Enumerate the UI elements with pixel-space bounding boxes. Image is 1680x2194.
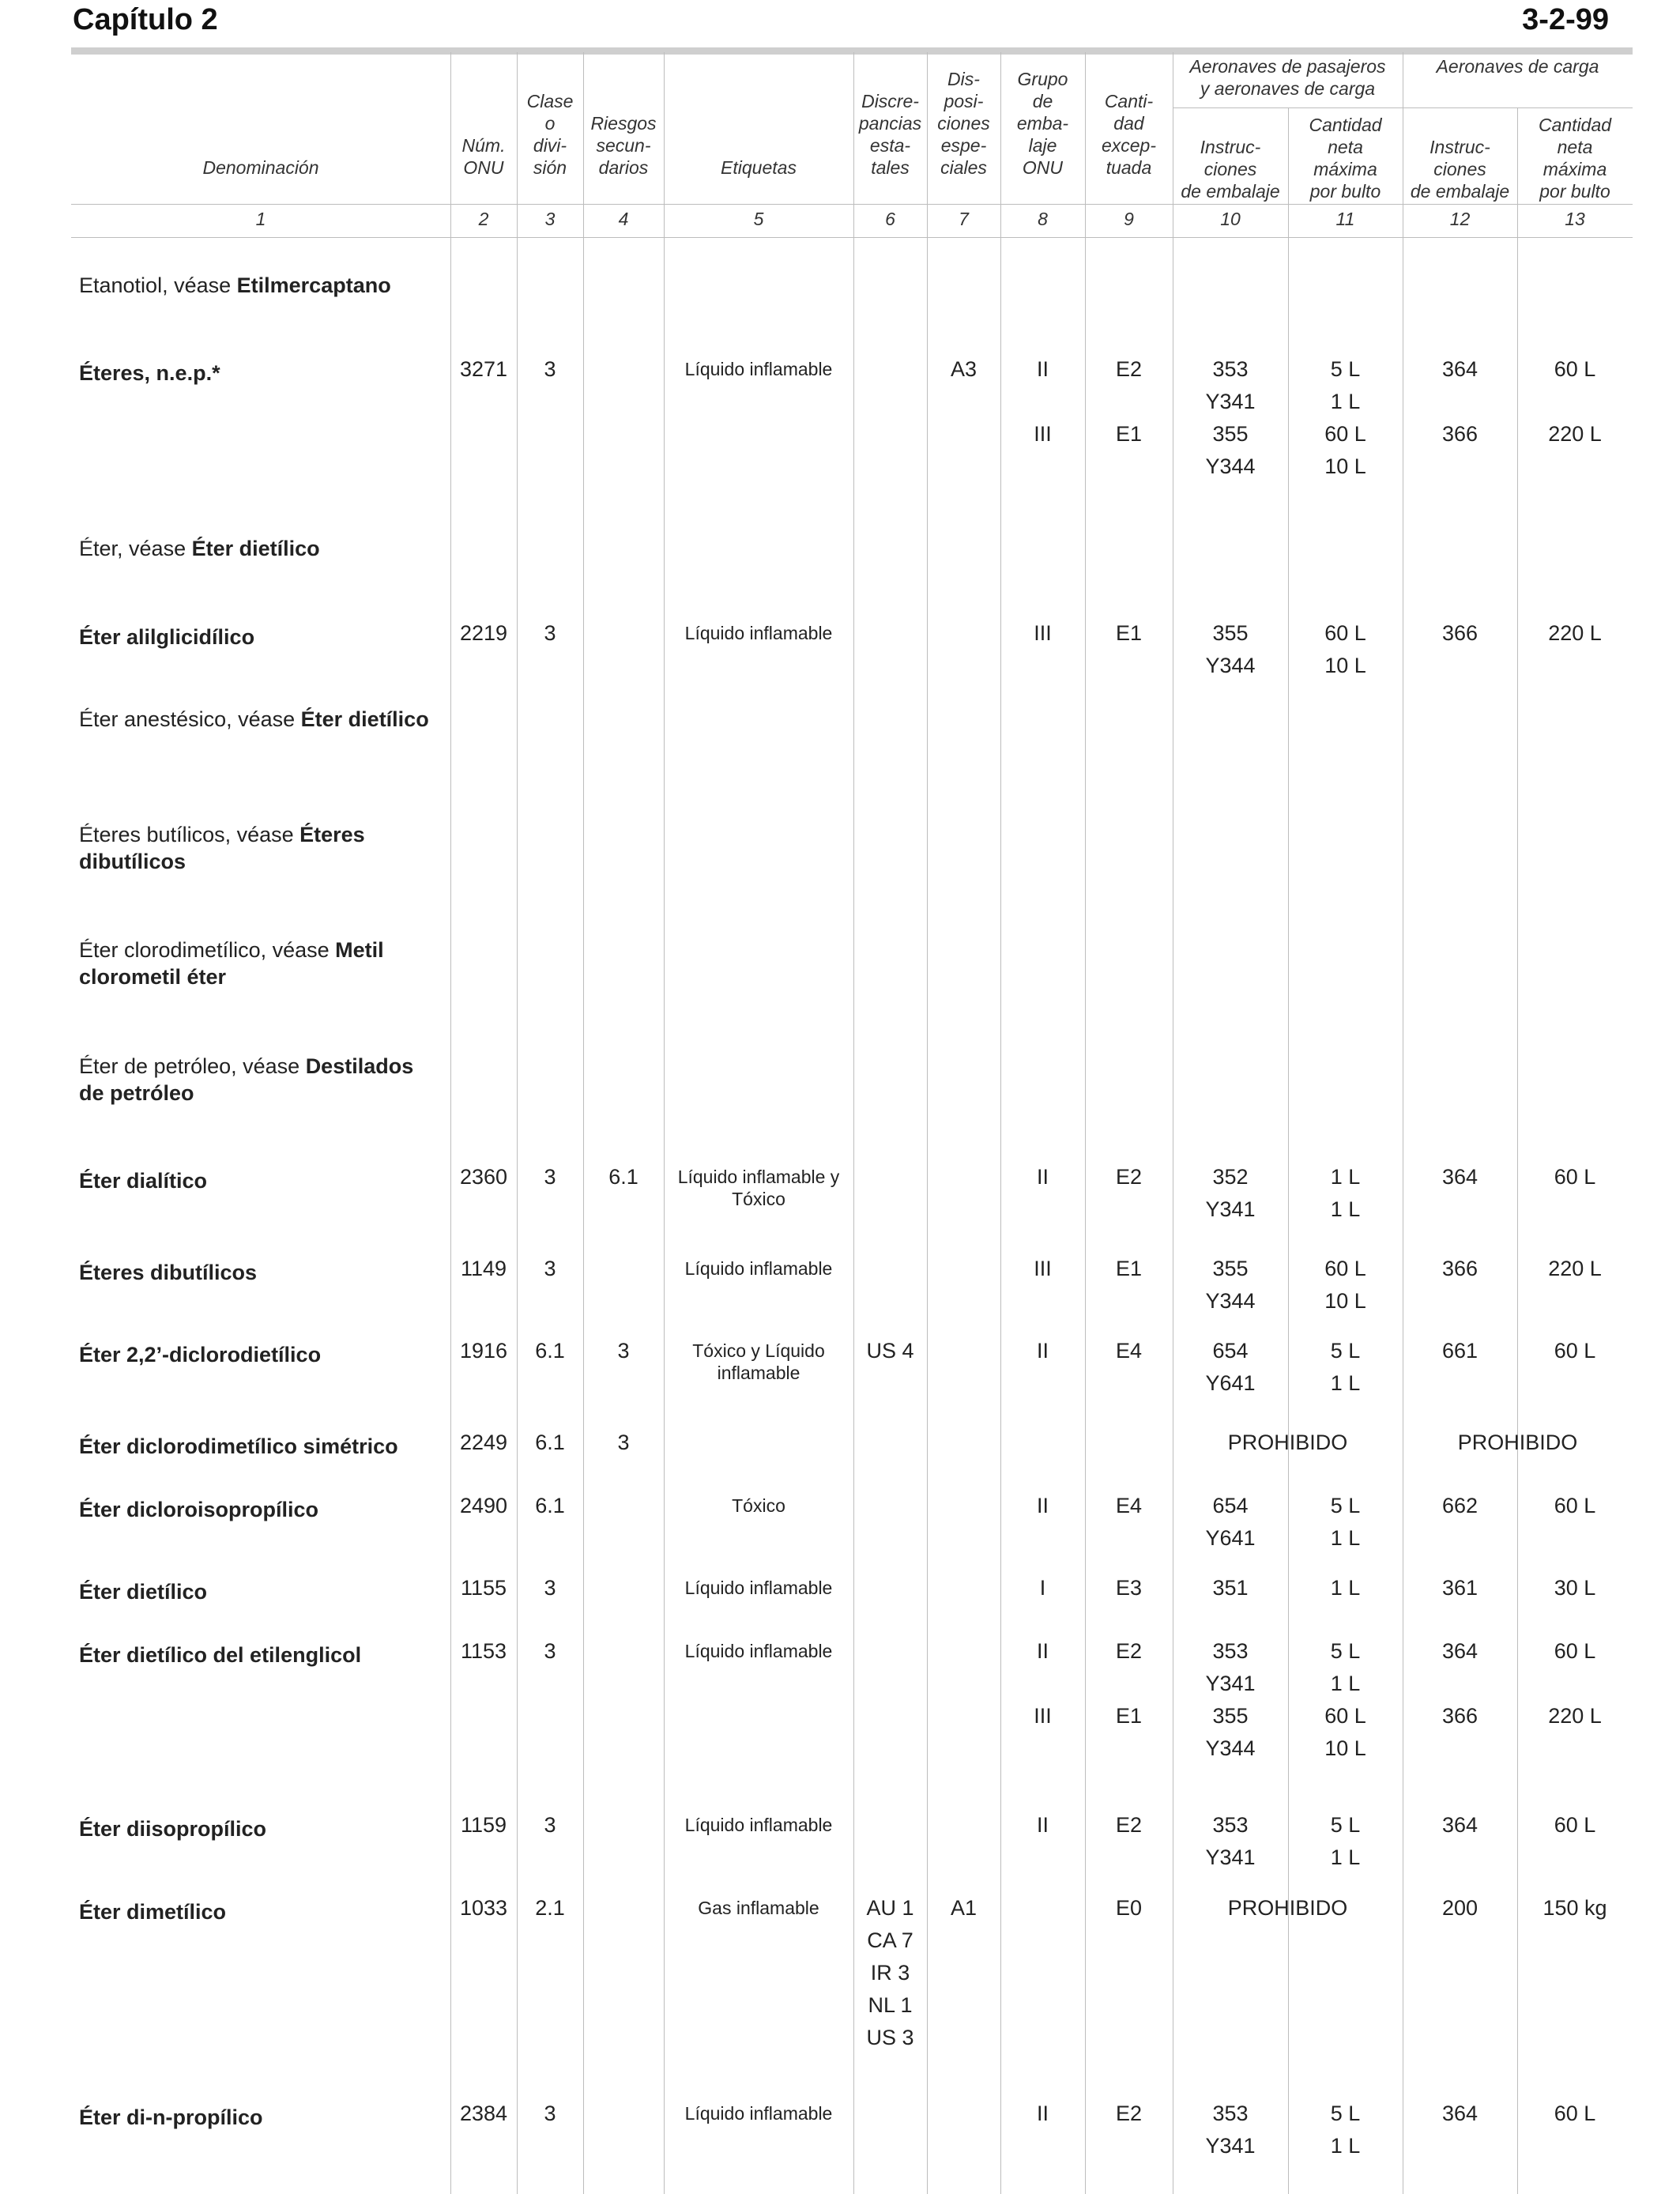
row-denominacion — [79, 1053, 443, 1106]
row-c11: 5 L 1 L 60 L 10 L — [1324, 1639, 1366, 1760]
row-denominacion — [79, 1433, 443, 1460]
row-denominacion-plain: Éter de petróleo, véase — [79, 1054, 306, 1078]
row-riesgos: 3 — [617, 1339, 630, 1363]
header-cantidad-carga: Cantidad neta máxima por bulto — [1538, 115, 1612, 202]
header-rule — [71, 47, 1633, 55]
row-onu: 2360 — [459, 1165, 508, 1189]
column-number: 6 — [885, 208, 895, 229]
header-clase: Clase o divi- sión — [526, 91, 574, 178]
row-denominacion-bold: Destilados de petróleo — [79, 1054, 414, 1105]
row-c11: 60 L 10 L — [1324, 621, 1366, 677]
row-clase: 3 — [544, 2102, 556, 2125]
column-number: 3 — [544, 208, 556, 229]
header-instrucciones-pax: Instruc- ciones de embalaje — [1181, 137, 1280, 202]
row-onu: 1149 — [460, 1257, 507, 1280]
header-grupo-embalaje: Grupo de emba- laje ONU — [1016, 69, 1069, 178]
row-denominacion — [79, 1815, 443, 1842]
row-denominacion-bold: Éteres, n.e.p.* — [79, 361, 220, 385]
row-clase: 3 — [544, 357, 556, 381]
row-c11: 1 L — [1330, 1576, 1361, 1600]
row-denominacion-bold: Etilmercaptano — [236, 273, 391, 297]
row-excep: E2 — [1115, 2102, 1143, 2125]
column-number: 8 — [1038, 208, 1048, 229]
row-c13: 60 L — [1554, 1494, 1596, 1517]
row-clase: 3 — [544, 1813, 556, 1837]
row-c13: 220 L — [1548, 1257, 1602, 1280]
row-denominacion-plain: Éteres butílicos, véase — [79, 823, 300, 846]
row-etiquetas: Líquido inflamable — [684, 1578, 833, 1598]
row-denominacion-bold: Éter dietílico — [191, 537, 320, 560]
row-denominacion — [79, 272, 443, 299]
row-excep: E3 — [1115, 1576, 1143, 1600]
header-denominacion: Denominación — [202, 157, 319, 178]
row-denominacion — [79, 1642, 443, 1668]
row-onu: 2249 — [459, 1431, 508, 1454]
row-prohibido-pasajeros: PROHIBIDO — [1227, 1431, 1348, 1454]
row-i12: 662 — [1441, 1494, 1478, 1517]
row-c11: 1 L 1 L — [1330, 1165, 1361, 1221]
row-excep: E0 — [1115, 1896, 1143, 1920]
row-grupo: I — [1039, 1576, 1046, 1600]
row-denominacion-bold: Éter 2,2’-diclorodietílico — [79, 1343, 322, 1367]
page-number: 3-2-99 — [1522, 3, 1609, 36]
row-onu: 3271 — [459, 357, 508, 381]
header-riesgos: Riesgos secun- darios — [590, 113, 657, 178]
row-denominacion — [79, 937, 443, 990]
header-group-carga: Aeronaves de carga — [1436, 56, 1599, 77]
row-excep: E1 — [1115, 621, 1143, 645]
row-onu: 1916 — [459, 1339, 508, 1363]
row-onu: 1155 — [460, 1576, 507, 1600]
row-grupo: II III — [1034, 357, 1052, 446]
row-denominacion-plain: Éter anestésico, véase — [79, 707, 301, 731]
row-denominacion-plain: Éter clorodimetílico, véase — [79, 938, 336, 962]
row-denominacion — [79, 1578, 443, 1605]
row-clase: 6.1 — [535, 1494, 565, 1517]
row-c13: 30 L — [1554, 1576, 1596, 1600]
row-c11: 5 L 1 L — [1330, 1339, 1361, 1395]
column-divider — [583, 52, 584, 2194]
column-number: 13 — [1565, 208, 1585, 229]
row-c13: 150 kg — [1543, 1896, 1607, 1920]
row-denominacion-bold: Éter diclorodimetílico simétrico — [79, 1434, 398, 1458]
header-cantidad-pax: Cantidad neta máxima por bulto — [1309, 115, 1382, 202]
column-number: 5 — [753, 208, 764, 229]
row-denominacion-bold: Éteres dibutílicos — [79, 823, 365, 873]
row-denominacion-bold: Éter dicloroisopropílico — [79, 1498, 319, 1521]
row-excep: E4 — [1115, 1339, 1143, 1363]
row-grupo: II — [1036, 1165, 1049, 1189]
row-etiquetas: Líquido inflamable — [684, 1258, 833, 1279]
column-number: 2 — [478, 208, 489, 229]
row-denominacion-plain: Etanotiol, véase — [79, 273, 237, 297]
row-c13: 220 L — [1548, 621, 1602, 645]
row-c13: 60 L — [1554, 1165, 1596, 1189]
row-onu: 1033 — [459, 1896, 508, 1920]
row-discrep: US 4 — [866, 1339, 914, 1363]
row-excep: E2 E1 — [1115, 1639, 1143, 1728]
row-grupo: III — [1034, 1257, 1052, 1280]
row-denominacion-bold: Éteres dibutílicos — [79, 1261, 258, 1284]
row-etiquetas: Gas inflamable — [698, 1898, 819, 1918]
row-etiquetas: Líquido inflamable — [684, 359, 833, 379]
row-i10: 353 Y341 355 Y344 — [1205, 1639, 1256, 1760]
row-excep: E4 — [1115, 1494, 1143, 1517]
row-riesgos: 3 — [617, 1431, 630, 1454]
column-number: 7 — [959, 208, 969, 229]
row-prohibido-pasajeros: PROHIBIDO — [1227, 1896, 1348, 1920]
row-etiquetas: Líquido inflamable — [684, 1815, 833, 1835]
row-i10: 353 Y341 355 Y344 — [1205, 357, 1256, 478]
row-excep: E2 — [1115, 1165, 1143, 1189]
row-i10: 352 Y341 — [1205, 1165, 1256, 1221]
row-riesgos: 6.1 — [608, 1165, 638, 1189]
row-excep: E2 E1 — [1115, 357, 1143, 446]
row-denominacion-bold: Éter diisopropílico — [79, 1817, 267, 1841]
column-number: 1 — [255, 208, 266, 229]
row-grupo: II — [1036, 2102, 1049, 2125]
row-c11: 60 L 10 L — [1324, 1257, 1366, 1313]
row-denominacion — [79, 1341, 443, 1368]
row-denominacion-bold: Éter dialítico — [79, 1169, 208, 1193]
row-disp: A1 — [950, 1896, 977, 1920]
row-i12: 661 — [1441, 1339, 1478, 1363]
row-denominacion-bold: Éter dietílico — [79, 1580, 208, 1604]
row-denominacion — [79, 1496, 443, 1523]
row-c11: 5 L 1 L — [1330, 2102, 1361, 2158]
column-divider — [853, 52, 854, 2194]
column-number: 4 — [618, 208, 629, 229]
row-i12: 200 — [1441, 1896, 1478, 1920]
header-discrepancias: Discre- pancias esta- tales — [858, 91, 922, 178]
header-group-pasajeros: Aeronaves de pasajeros y aeronaves de carga — [1189, 56, 1386, 99]
row-i10: 355 Y344 — [1205, 621, 1256, 677]
row-denominacion — [79, 1167, 443, 1194]
row-onu: 2219 — [459, 621, 508, 645]
row-i12: 366 — [1441, 621, 1478, 645]
row-c13: 60 L — [1554, 2102, 1596, 2125]
row-clase: 2.1 — [535, 1896, 565, 1920]
row-onu: 1159 — [460, 1813, 507, 1837]
row-clase: 3 — [544, 1257, 556, 1280]
row-denominacion-bold: Éter alilglicidílico — [79, 625, 255, 649]
row-etiquetas: Tóxico y Líquido inflamable — [692, 1340, 825, 1383]
column-number: 10 — [1220, 208, 1241, 229]
row-clase: 3 — [544, 1576, 556, 1600]
column-number: 12 — [1449, 208, 1471, 229]
row-i10: 654 Y641 — [1205, 1339, 1256, 1395]
page-header — [71, 0, 1633, 52]
chapter-title: Capítulo 2 — [73, 3, 218, 36]
row-i10: 353 Y341 — [1205, 1813, 1256, 1869]
header-disposiciones: Dis- posi- ciones espe- ciales — [937, 69, 990, 178]
column-number: 9 — [1124, 208, 1134, 229]
row-denominacion-bold: Éter dietílico — [300, 707, 429, 731]
row-denominacion — [79, 821, 443, 875]
row-denominacion-bold: Éter dimetílico — [79, 1900, 227, 1924]
row-discrep: AU 1 CA 7 IR 3 NL 1 US 3 — [866, 1896, 914, 2049]
row-i10: 355 Y344 — [1205, 1257, 1256, 1313]
row-i12: 361 — [1441, 1576, 1478, 1600]
row-etiquetas: Líquido inflamable — [684, 1641, 833, 1661]
row-c11: 5 L 1 L — [1330, 1494, 1361, 1550]
row-etiquetas: Líquido inflamable — [684, 623, 833, 643]
header-etiquetas: Etiquetas — [721, 157, 797, 178]
row-c11: 5 L 1 L 60 L 10 L — [1324, 357, 1366, 478]
row-grupo: II III — [1034, 1639, 1052, 1728]
row-etiquetas: Líquido inflamable y Tóxico — [677, 1167, 840, 1209]
row-clase: 3 — [544, 1639, 556, 1663]
row-c13: 60 L 220 L — [1548, 357, 1602, 446]
row-i12: 364 366 — [1441, 1639, 1478, 1728]
row-i12: 364 — [1441, 1165, 1478, 1189]
row-denominacion — [79, 535, 443, 562]
row-denominacion-bold: Éter di-n-propílico — [79, 2105, 263, 2129]
row-etiquetas: Líquido inflamable — [684, 2103, 833, 2124]
row-i12: 366 — [1441, 1257, 1478, 1280]
row-excep: E2 — [1115, 1813, 1143, 1837]
row-denominacion-bold: Metil clorometil éter — [79, 938, 384, 989]
header-instrucciones-carga: Instruc- ciones de embalaje — [1410, 137, 1510, 202]
row-i10: 654 Y641 — [1205, 1494, 1256, 1550]
column-number: 11 — [1335, 208, 1355, 229]
row-denominacion — [79, 624, 443, 650]
row-denominacion — [79, 706, 443, 733]
row-denominacion — [79, 1898, 443, 1925]
row-grupo: III — [1034, 621, 1052, 645]
row-onu: 2384 — [459, 2102, 508, 2125]
row-grupo: II — [1036, 1813, 1049, 1837]
row-c11: 5 L 1 L — [1330, 1813, 1361, 1869]
header-cantidad-exceptuada: Canti- dad excep- tuada — [1101, 91, 1157, 178]
row-excep: E1 — [1115, 1257, 1143, 1280]
row-grupo: II — [1036, 1339, 1049, 1363]
row-denominacion-bold: Éter dietílico del etilenglicol — [79, 1643, 362, 1667]
header-num-onu: Núm. ONU — [461, 135, 506, 178]
row-i12: 364 — [1441, 1813, 1478, 1837]
row-clase: 6.1 — [535, 1431, 565, 1454]
row-clase: 3 — [544, 621, 556, 645]
row-denominacion — [79, 360, 443, 386]
row-disp: A3 — [950, 357, 977, 381]
row-i10: 351 — [1212, 1576, 1249, 1600]
row-divider — [71, 237, 1633, 238]
row-denominacion-plain: Éter, véase — [79, 537, 192, 560]
row-clase: 3 — [544, 1165, 556, 1189]
row-i12: 364 366 — [1441, 357, 1478, 446]
row-i12: 364 — [1441, 2102, 1478, 2125]
row-grupo: II — [1036, 1494, 1049, 1517]
row-onu: 2490 — [459, 1494, 508, 1517]
row-clase: 6.1 — [535, 1339, 565, 1363]
row-c13: 60 L — [1554, 1339, 1596, 1363]
row-divider — [71, 204, 1633, 205]
row-c13: 60 L 220 L — [1548, 1639, 1602, 1728]
row-etiquetas: Tóxico — [732, 1495, 785, 1516]
row-divider — [1173, 107, 1633, 108]
row-i10: 353 Y341 — [1205, 2102, 1256, 2158]
row-denominacion — [79, 1259, 443, 1286]
row-prohibido-carga: PROHIBIDO — [1457, 1431, 1578, 1454]
row-onu: 1153 — [460, 1639, 507, 1663]
row-c13: 60 L — [1554, 1813, 1596, 1837]
row-denominacion — [79, 2104, 443, 2131]
